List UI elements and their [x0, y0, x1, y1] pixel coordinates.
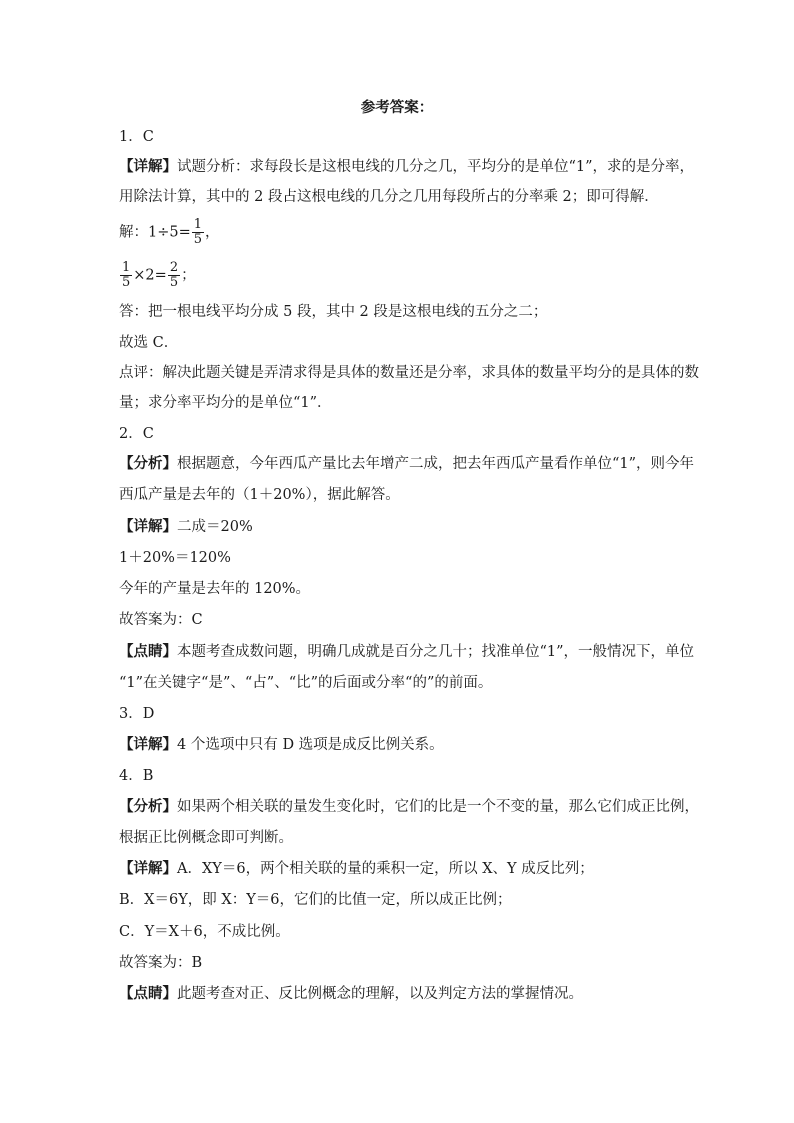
q2-note-line-1	[119, 642, 694, 662]
q3-detail-text-1: 4 个选项中只有 D 选项是成反比例关系。	[177, 737, 444, 753]
q4-analysis-text-1: 如果两个相关联的量发生变化时，它们的比是一个不变的量，那么它们成正比例，	[177, 799, 699, 815]
q4-note-line-1	[119, 984, 583, 1004]
q2-number: 2．C	[119, 426, 154, 442]
q2-analysis-line-2: 西瓜产量是去年的（1＋20%），据此解答。	[119, 487, 400, 503]
q2-analysis-text-1: 根据题意，今年西瓜产量比去年增产二成，把去年西瓜产量看作单位“1”，则今年	[177, 456, 695, 472]
q1-solution-suffix: ，	[205, 224, 220, 241]
q1-fraction-two-fifths	[168, 261, 180, 290]
q4-analysis-tag: 【分析】	[119, 798, 177, 815]
q3-number: 3．D	[119, 706, 155, 722]
q4-note-tag: 【点睛】	[119, 985, 177, 1002]
q1-calc-suffix: ；	[181, 267, 196, 284]
q1-number: 1．C	[119, 129, 154, 145]
q1-solution-line	[119, 218, 220, 247]
q4-analysis-line-1	[119, 797, 699, 817]
q4-detail-tag: 【详解】	[119, 860, 177, 877]
q3-detail-tag: 【详解】	[119, 736, 177, 753]
fraction-numerator: 1	[193, 217, 203, 232]
fraction-denominator: 5	[122, 275, 131, 290]
q4-detail-line-1	[119, 859, 594, 879]
q2-detail-line-1	[119, 517, 253, 537]
q4-detail-line-4: 故答案为：B	[119, 955, 203, 971]
q2-note-tag: 【点睛】	[119, 643, 177, 660]
q4-detail-line-2: B．X＝6Y，即 X：Y＝6，它们的比值一定，所以成正比例；	[119, 892, 512, 908]
q1-answer: 答：把一根电线平均分成 5 段，其中 2 段是这根电线的五分之二；	[119, 304, 548, 320]
page-title: 参考答案：	[360, 99, 434, 116]
q2-detail-line-4: 故答案为：C	[119, 612, 203, 628]
q2-note-text-1: 本题考查成数问题，明确几成就是百分之几十；找准单位“1”，一般情况下，单位	[177, 644, 695, 660]
q4-number: 4．B	[119, 768, 154, 784]
q4-analysis-line-2: 根据正比例概念即可判断。	[119, 830, 293, 846]
q1-detail-text-1: 试题分析：求每段长是这根电线的几分之几，平均分的是单位“1”，求的是分率，	[177, 159, 695, 175]
q4-detail-line-3: C．Y＝X＋6，不成比例。	[119, 924, 290, 940]
q1-comment-line-1: 点评：解决此题关键是弄清求得是具体的数量还是分率，求具体的数量平均分的是具体的数	[119, 365, 699, 381]
q1-calculation-line	[119, 261, 196, 290]
q2-analysis-tag: 【分析】	[119, 455, 177, 472]
q4-note-text-1: 此题考查对正、反比例概念的理解，以及判定方法的掌握情况。	[177, 986, 583, 1002]
q1-choice: 故选 C．	[119, 335, 179, 351]
q1-solution-prefix: 解：1÷5=	[119, 224, 191, 241]
q2-detail-text-1: 二成＝20%	[177, 519, 253, 535]
q2-detail-tag: 【详解】	[119, 518, 177, 535]
q1-fraction-one-fifth	[192, 218, 204, 247]
q2-analysis-line-1	[119, 454, 694, 474]
fraction-denominator: 5	[169, 275, 179, 290]
q1-detail-line-1	[119, 157, 694, 177]
q2-detail-line-2: 1＋20%＝120%	[119, 550, 231, 566]
q2-note-line-2: “1”在关键字“是”、“占”、“比”的后面或分率“的”的前面。	[119, 675, 493, 691]
q3-detail-line-1	[119, 735, 444, 755]
q2-detail-line-3: 今年的产量是去年的 120%。	[119, 581, 311, 597]
q4-detail-text-1: A．XY＝6，两个相关联的量的乘积一定，所以 X、Y 成反比列；	[177, 861, 594, 877]
q1-comment-line-2: 量；求分率平均分的是单位“1”．	[119, 395, 332, 411]
q1-detail-line-2: 用除法计算，其中的 2 段占这根电线的几分之几用每段所占的分率乘 2；即可得解．	[119, 189, 659, 205]
fraction-numerator: 2	[169, 260, 179, 275]
fraction-numerator: 1	[122, 260, 131, 275]
q1-times-two: ×2=	[133, 267, 167, 284]
q1-detail-tag: 【详解】	[119, 158, 177, 175]
q1-fraction-one-fifth-b	[120, 261, 132, 290]
fraction-denominator: 5	[193, 232, 203, 247]
